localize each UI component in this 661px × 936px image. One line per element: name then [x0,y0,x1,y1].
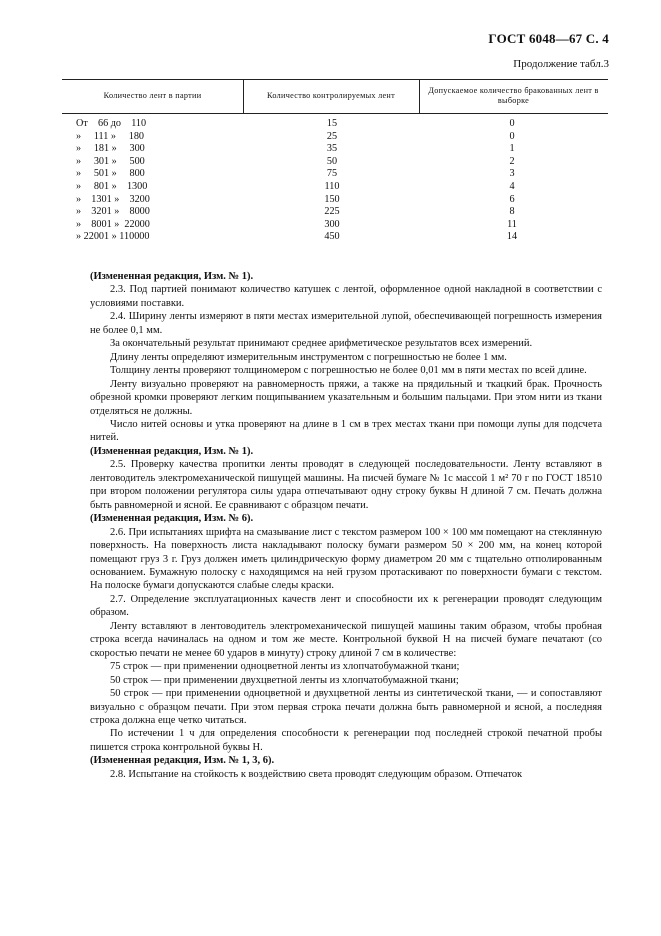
table-cell-controlled: 15 [326,118,338,129]
table-cell-controlled: 35 [326,143,338,155]
paragraph: Ленту вставляют в лентоводитель электромеханической пишущей машины таким образом, чтобы пробная строка всегда начиналась на одном и том же месте. Контрольной буквой Н на писчей бумаге печатают (со скоростью печати не менее 60 ударов в минуту) строку длиной 7 см в количестве: [90,620,602,659]
sampling-table [62,79,608,253]
table-cell-controlled: 450 [324,231,340,243]
paragraph: 2.6. При испытаниях шрифта на смазывание лист с текстом размером 100 × 100 мм помещают на стеклянную поверхность. На поверхность листа накладывают полоску бумаги размером 50 × 200 мм, на конец которой помещают груз 3 г. Груз должен иметь цилиндрическую форму диаметром 20 мм с тщательно отполированным основанием. Бумажную полоску с находящимся на ней грузом протаскивают по поверхности бумаги с текстом. На полоске бумаги допускаются слабые следы краски. [90,526,602,592]
table-cell-defective: 14 [506,231,518,243]
table-cell-defective: 3 [509,168,515,180]
table-row [62,156,608,169]
paragraph: 50 строк — при применении двухцветной ленты из хлопчатобумажной ткани; [110,674,459,686]
table-cell-batch-range: » 181 » 300 [76,143,145,155]
table-row [62,194,608,207]
table-row [62,206,608,219]
table-cell-defective: 0 [509,130,515,142]
table-cell-controlled: 110 [324,180,340,192]
table-cell-defective: 11 [507,218,517,230]
paragraph: Длину ленты определяют измерительным инструментом с погрешностью не более 1 мм. [110,351,507,363]
table-header-rule [62,113,608,114]
amendment-note: (Измененная редакция, Изм. № 1, 3, 6). [90,755,275,767]
paragraph: Число нитей основы и утка проверяют на длине в 1 см в трех местах ткани при помощи лупы для подсчета нитей. [90,418,602,444]
table-row [62,219,608,232]
table-cell-batch-range: » 22001 » 110000 [76,231,150,243]
paragraph: 2.4. Ширину ленты измеряют в пяти местах измерительной лупой, обеспечивающей погрешность измерения не более 0,1 мм. [90,311,602,336]
paragraph: 75 строк — при применении одноцветной ленты из хлопчатобумажной ткани; [110,661,460,673]
table-cell-batch-range: » 3201 » 8000 [76,206,150,218]
paragraph: По истечении 1 ч для определения способности к регенерации под последней строкой печатной пробы пишется строка контрольной буквы Н. [90,728,602,753]
table-row [62,131,608,144]
table-cell-batch-range: » 801 » 1300 [76,180,148,192]
table-cell-controlled: 25 [326,130,338,142]
table-row [62,181,608,194]
table-cell-batch-range: » 301 » 500 [76,155,145,167]
paragraph: 2.8. Испытание на стойкость к воздействию света проводят следующим образом. Отпечаток [110,768,523,780]
amendment-note: (Измененная редакция, Изм. № 1). [90,445,254,457]
paragraph: 2.5. Проверку качества пропитки ленты проводят в следующей последовательности. Ленту вставляют в лентоводитель электромеханической пишущей машины. На писчей бумаге № 1с массой 1 м² 70 г по ГОСТ 18510 при втором положении регулятора силы удара отпечатывают одну строку буквы Н длиной 7 см. Печать должна быть равномерной и ясной. Ее сравнивают с образцом печати. [90,459,602,511]
table-row [62,168,608,181]
table-body [62,118,608,244]
paragraph: Толщину ленты проверяют толщиномером с погрешностью не более 0,01 мм в пяти местах по всей длине. [110,365,587,377]
table-cell-batch-range: » 501 » 800 [76,168,145,180]
table-row [62,143,608,156]
table-cell-controlled: 75 [326,168,338,180]
table-header-defective: Допускаемое количество бракованных лент в выборке [428,86,599,105]
table-cell-controlled: 150 [324,193,340,205]
table-cell-controlled: 300 [324,218,340,230]
table-cell-defective: 1 [509,143,515,155]
table-header-controlled: Количество контролируемых лент [267,91,395,100]
document-body [90,270,602,781]
table-row [62,231,608,244]
table-cell-batch-range: » 111 » 180 [76,130,145,142]
paragraph: 2.7. Определение эксплуатационных качеств лент и способности их к регенерации проводят следующим образом. [90,593,602,619]
table-cell-batch-range: » 1301 » 3200 [76,193,150,205]
table-continuation-label: Продолжение табл.3 [513,58,609,70]
table-cell-defective: 4 [509,180,515,192]
table-row [62,118,608,131]
paragraph: Ленту визуально проверяют на равномерность пряжи, а также на прядильный и ткацкий брак. Прочность обрезной кромки проверяют легким пощипыванием указательным и большим пальцами. При этом нити из ткани отделяться не должны. [90,378,602,417]
table-cell-controlled: 50 [326,155,338,167]
table-cell-batch-range: » 8001 » 22000 [76,218,150,230]
table-cell-batch-range: От 66 до 110 [76,118,147,129]
table-cell-defective: 8 [509,206,515,218]
paragraph: 50 строк — при применении одноцветной и двухцветной ленты из синтетической ткани, — и сопоставляют визуально с образцом печати. При этом первая строка печати должна быть равномерной и ясной, а последняя строка должна еще четко читаться. [90,688,602,726]
amendment-note: (Измененная редакция, Изм. № 1). [90,271,254,282]
table-cell-defective: 2 [509,155,515,167]
table-cell-defective: 0 [509,118,515,129]
table-cell-controlled: 225 [324,206,340,218]
table-cell-defective: 6 [509,193,515,205]
table-header-batch-size: Количество лент в партии [103,91,202,100]
paragraph: За окончательный результат принимают среднее арифметическое результатов всех измерений. [110,338,533,350]
document-header: ГОСТ 6048—67 С. 4 [488,31,609,46]
amendment-note: (Измененная редакция, Изм. № 6). [90,513,254,525]
paragraph: 2.3. Под партией понимают количество катушек с лентой, оформленное одной накладной в соответствии с условиями поставки. [90,284,602,309]
